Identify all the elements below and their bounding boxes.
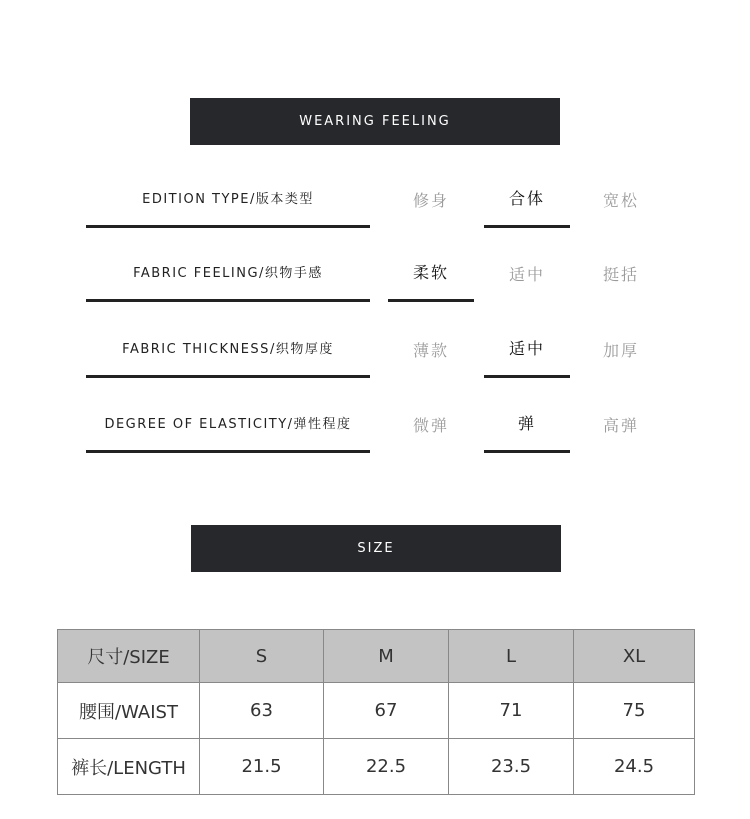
size-cell: 23.5	[449, 739, 574, 795]
feeling-row-label: DEGREE OF ELASTICITY/弹性程度	[86, 395, 370, 453]
size-cell: 63	[200, 683, 324, 739]
size-header-cell: S	[200, 630, 324, 683]
feeling-option: 微弹	[412, 415, 449, 435]
wearing-feeling-title: WEARING FEELING	[299, 114, 451, 129]
feeling-option-selected: 适中	[484, 320, 570, 378]
feeling-option: 高弹	[602, 415, 639, 435]
feeling-row-label: FABRIC FEELING/织物手感	[86, 244, 370, 302]
size-header-cell: 尺寸/SIZE	[58, 630, 200, 683]
feeling-option: 挺括	[602, 264, 639, 284]
size-cell: 75	[574, 683, 695, 739]
feeling-row-edition-type	[0, 170, 750, 230]
feeling-row-label: EDITION TYPE/版本类型	[86, 170, 370, 228]
feeling-option: 适中	[508, 264, 545, 284]
size-cell: 24.5	[574, 739, 695, 795]
size-banner	[191, 525, 561, 572]
feeling-option: 加厚	[602, 340, 639, 360]
table-row	[58, 739, 695, 795]
feeling-option: 修身	[412, 190, 449, 210]
table-row	[58, 683, 695, 739]
size-header-cell: M	[324, 630, 449, 683]
size-row-label: 裤长/LENGTH	[58, 739, 200, 795]
size-table	[57, 629, 695, 795]
size-header-cell: L	[449, 630, 574, 683]
feeling-row-elasticity	[0, 395, 750, 455]
wearing-feeling-banner	[190, 98, 560, 145]
feeling-option: 宽松	[602, 190, 639, 210]
feeling-row-fabric-thickness	[0, 320, 750, 380]
size-cell: 71	[449, 683, 574, 739]
size-header-cell: XL	[574, 630, 695, 683]
size-cell: 67	[324, 683, 449, 739]
feeling-option: 薄款	[412, 340, 449, 360]
size-cell: 21.5	[200, 739, 324, 795]
feeling-option-selected: 合体	[484, 170, 570, 228]
feeling-row-label: FABRIC THICKNESS/织物厚度	[86, 320, 370, 378]
size-row-label: 腰围/WAIST	[58, 683, 200, 739]
feeling-option-selected: 弹	[484, 395, 570, 453]
size-cell: 22.5	[324, 739, 449, 795]
size-title: SIZE	[357, 541, 395, 556]
size-table-header-row	[58, 630, 695, 683]
feeling-option-selected: 柔软	[388, 244, 474, 302]
feeling-row-fabric-feeling	[0, 244, 750, 304]
